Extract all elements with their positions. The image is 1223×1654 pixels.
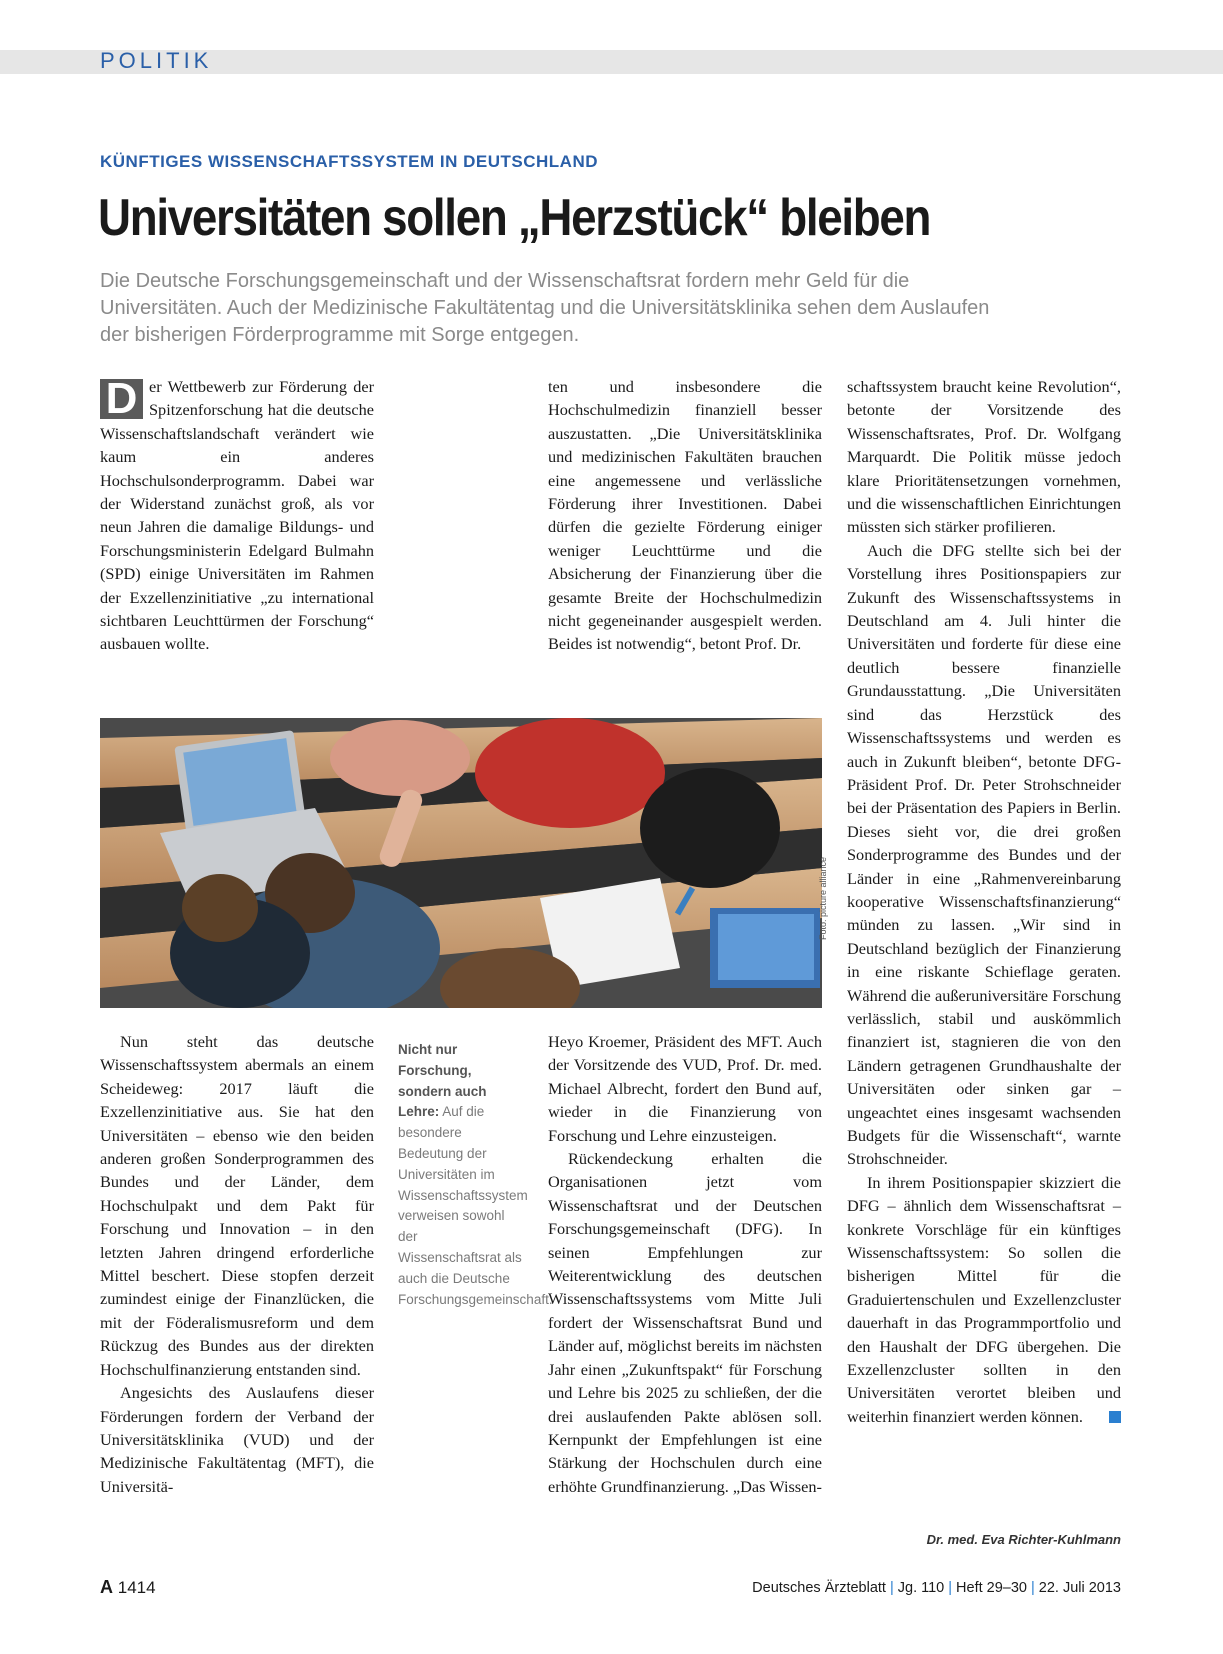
column-1-top [100, 375, 374, 656]
column-2-top [548, 375, 822, 656]
footer-journal: Deutsches Ärzteblatt [752, 1580, 886, 1596]
column-3-bottom [548, 1030, 822, 1498]
page-prefix: A [100, 1577, 113, 1597]
author-byline: Dr. med. Eva Richter-Kuhlmann [926, 1532, 1121, 1547]
caption-bold: Nicht nur Forschung, sondern auch Lehre: [398, 1042, 487, 1120]
lecture-hall-photo [100, 718, 822, 1008]
column-1-bottom-paragraph-2: Angesichts des Auslaufens dieser Förderungen fordern der Verband der Universitätsklinika (VUD) und der Medizinische Fakultätentag (MFT), die Universitä- [100, 1383, 374, 1496]
column-3-paragraph-1: Heyo Kroemer, Präsident des MFT. Auch der Vorsitzende des VUD, Prof. Dr. med. Michael Albrecht, fordert den Bund auf, wieder in die Finanzierung von Forschung und Lehre einzusteigen. [548, 1032, 822, 1145]
end-of-article-icon [1109, 1411, 1121, 1423]
column-4-paragraph-3: In ihrem Positionspapier skizziert die DFG – ähnlich dem Wissenschaftsrat – konkrete Vorschläge für ein künftiges Wissenschaftssystem: So sollen die bisherigen Mittel für die Graduiertenschulen und Exzellenzcluster dauerhaft in das Programmportfolio und den Haushalt der DFG übergehen. Die Exzellenzcluster sollten in den Universitäten verortet bleiben und weiterhin finanziert werden können. [847, 1172, 1121, 1426]
page-number-value: 1414 [117, 1578, 156, 1597]
footer-volume: Jg. 110 [897, 1580, 945, 1596]
journal-footer: Deutsches Ärzteblatt | Jg. 110 | Heft 29–30 | 22. Juli 2013 [752, 1580, 1121, 1596]
footer-date: 22. Juli 2013 [1038, 1580, 1121, 1596]
column-2-top-text: ten und insbesondere die Hochschulmedizin finanziell besser auszustatten. „Die Universitätsklinika und medizinischen Fakultäten brauchen eine angemessene und verlässliche Förderung ihrer Investitionen. Dabei dürfen die gezielte Förderung einiger weniger Leuchttürme und die Absicherung der Finanzierung über die gesamte Breite der Hochschulmedizin nicht gegeneinander ausgespielt werden. Beides ist notwendig“, betont Prof. Dr. [548, 377, 822, 654]
footer-issue: Heft 29–30 [956, 1580, 1027, 1596]
caption-text: Auf die besondere Bedeutung der Universitäten im Wissenschaftssystem verweisen sowohl der Wissenschaftsrat als auch die Deutsche Forschungsgemeinschaft. [398, 1104, 553, 1307]
column-4-paragraph-1: schaftssystem braucht keine Revolution“, betonte der Vorsitzende des Wissenschaftsrates, Prof. Dr. Wolfgang Marquardt. Die Politik müsse jedoch klare Prioritätensetzungen vornehmen, und die wissenschaftlichen Einrichtungen müssten sich stärker profilieren. [847, 377, 1121, 537]
column-1-bottom [100, 1030, 374, 1498]
photo-credit: Foto: picture alliance [818, 856, 828, 940]
column-3-paragraph-2: Rückendeckung erhalten die Organisationen jetzt vom Wissenschaftsrat und der Deutschen Forschungsgemeinschaft (DFG). In seinen Empfehlungen zur Weiterentwicklung des deutschen Wissenschaftssystems vom Mitte Juli fordert der Wissenschaftsrat Bund und Länder auf, möglichst bereits im nächsten Jahr einen „Zukunftspakt“ für Forschung und Lehre bis 2025 zu schließen, der die drei auslaufenden Pakte ablösen soll. Kernpunkt der Empfehlungen ist eine Stärkung der Hochschulen durch eine erhöhte Grundfinanzierung. „Das Wissen- [548, 1149, 822, 1496]
column-1-bottom-paragraph-1: Nun steht das deutsche Wissenschaftssystem abermals an einem Scheideweg: 2017 läuft die Exzellenzinitiative aus. Sie hat den Universitäten – ebenso wie den beiden anderen großen Sonderprogrammen des Bundes und der Länder, dem Hochschulpakt und dem Pakt für Forschung und Innovation – in den letzten Jahren dringend erforderliche Mittel beschert. Diese stopfen derzeit zumindest einige der Finanzlücken, die mit der Föderalismusreform und dem Rückzug des Bundes aus der direkten Hochschulfinanzierung entstanden sind. [100, 1032, 374, 1379]
photo-caption [398, 1040, 553, 1310]
article-headline: Universitäten sollen „Herzstück“ bleiben [98, 189, 931, 247]
drop-cap: D [100, 379, 143, 419]
column-4 [847, 375, 1121, 1428]
column-4-paragraph-2: Auch die DFG stellte sich bei der Vorstellung ihres Positionspapiers zur Zukunft des Wissenschaftssystems in Deutschland am 4. Juli hinter die Universitäten und forderte für diese eine deutlich bessere finanzielle Grundausstattung. „Die Universitäten sind das Herzstück des Wissenschaftssystems und werden es auch in Zukunft bleiben“, betonte DFG-Präsident Prof. Dr. Peter Strohschneider bei der Präsentation des Papiers in Berlin. Dieses sieht vor, die drei großen Sonderprogramme des Bundes und der Länder in eine „Rahmenvereinbarung kooperative Wissenschaftsfinanzierung“ münden zu lassen. „Wir sind in Deutschland bezüglich der Finanzierung in eine riskante Schieflage geraten. Während die außeruniversitäre Forschung verlässlich, stabil und auskömmlich finanziert ist, stagnieren die von den Ländern getragenen Grundhaushalte der Universitäten oder sinken gar – ungeachtet eines insgesamt wachsenden Budgets für die Wissenschaft“, warnte Strohschneider. [847, 540, 1121, 1169]
page-number [100, 1577, 156, 1598]
lecture-hall-illustration [100, 718, 822, 1008]
column-1-top-text: er Wettbewerb zur Förderung der Spitzenforschung hat die deutsche Wissenschaftslandschaft verändert wie kaum ein anderes Hochschulsonderprogramm. Dabei war der Widerstand zunächst groß, als vor neun Jahren die damalige Bildungs- und Forschungsministerin Edelgard Bulmahn (SPD) einige Universitäten im Rahmen der Exzellenzinitiative „zu international sichtbaren Leuchttürmen der Forschung“ ausbauen wollte. [100, 377, 374, 654]
section-label: POLITIK [100, 48, 213, 73]
article-lead: Die Deutsche Forschungsgemeinschaft und der Wissenschaftsrat fordern mehr Geld für die Universitäten. Auch der Medizinische Fakultätentag und die Universitätsklinika sehen dem Auslaufen der bisherigen Förderprogramme mit Sorge entgegen. [100, 270, 990, 346]
article-kicker: KÜNFTIGES WISSENSCHAFTSSYSTEM IN DEUTSCHLAND [100, 152, 599, 171]
